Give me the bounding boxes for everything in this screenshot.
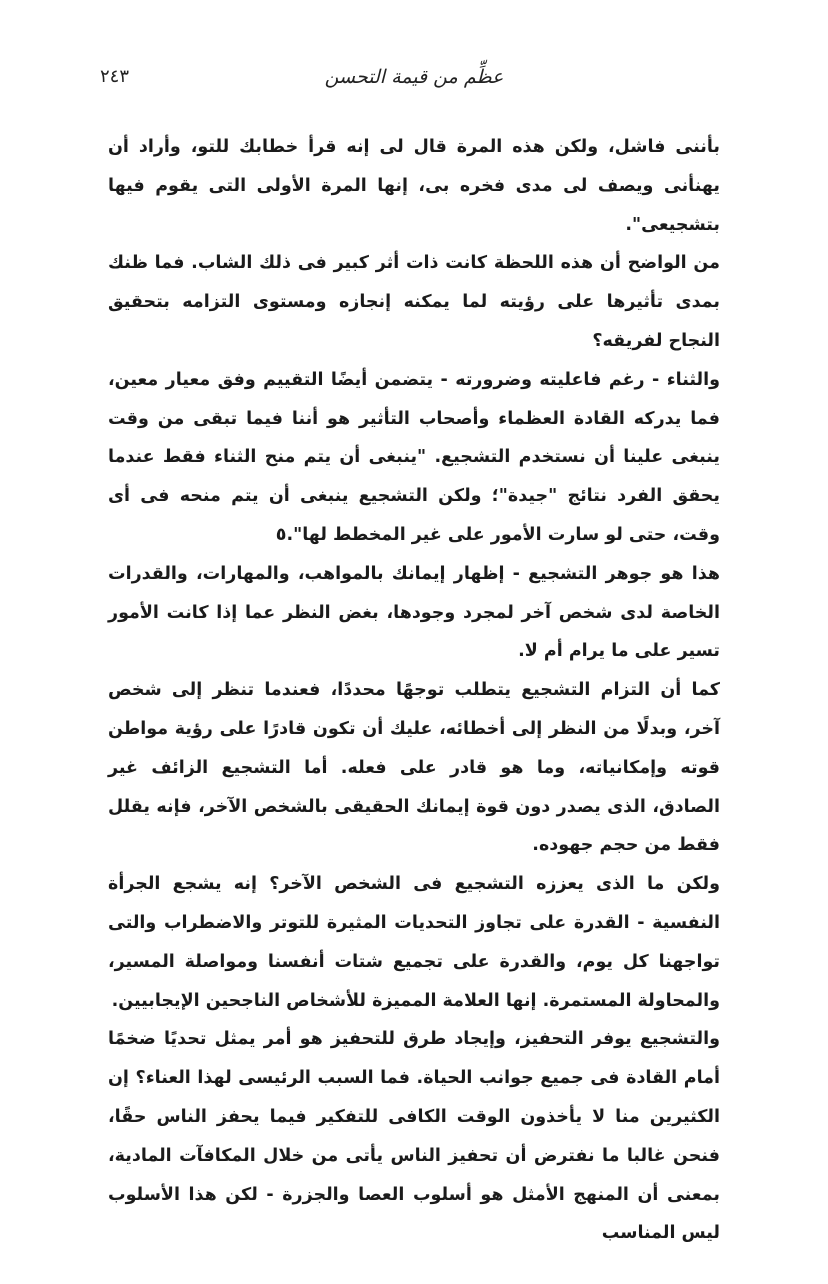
paragraph: من الواضح أن هذه اللحظة كانت ذات أثر كبير فى ذلك الشاب. فما ظنك بمدى تأثيرها على رؤيته لما يمكنه إنجازه ومستوى التزامه بتحقيق النجاح لفريقه؟ — [108, 253, 720, 351]
paragraph: والثناء - رغم فاعليته وضرورته - يتضمن أيضًا التقييم وفق معيار معين، فما يدركه القادة العظماء وأصحاب التأثير هو أننا فيما تبقى من وقت ينبغى علينا أن نستخدم التشجيع. "ينبغى أن يتم منح الثناء فقط عندما يحقق الفرد نتائج "جيدة"؛ ولكن التشجيع ينبغى أن يتم منحه فى أى وقت، حتى لو سارت الأمور على غير المخطط لها".٥ — [108, 369, 720, 545]
paragraph: هذا هو جوهر التشجيع - إظهار إيمانك بالمواهب، والمهارات، والقدرات الخاصة لدى شخص آخر لمجرد وجودها، بغض النظر عما إذا كانت الأمور تسير على ما يرام أم لا. — [108, 563, 720, 662]
page-number: ٢٤٣ — [100, 66, 130, 87]
paragraph: ولكن ما الذى يعززه التشجيع فى الشخص الآخر؟ إنه يشجع الجرأة النفسية - القدرة على تجاوز التحديات المثيرة للتوتر والاضطراب والتى تواجهنا كل يوم، والقدرة على تجميع شتات أنفسنا ومواصلة المسير، والمحاولة المستمرة. إنها العلامة المميزة للأشخاص الناجحين الإيجابيين. — [108, 874, 720, 1011]
paragraph: بأننى فاشل، ولكن هذه المرة قال لى إنه قرأ خطابك للتو، وأراد أن يهنأنى ويصف لى مدى فخره بى، إنها المرة الأولى التى يقوم فيها بتشجيعى". — [108, 137, 720, 235]
running-title: عظِّم من قيمة التحسن — [324, 66, 504, 88]
page-header — [100, 62, 728, 92]
paragraph: والتشجيع يوفر التحفيز، وإيجاد طرق للتحفيز هو أمر يمثل تحديًا ضخمًا أمام القادة فى جميع جوانب الحياة. فما السبب الرئيسى لهذا العناء؟ إن الكثيرين منا لا يأخذون الوقت الكافى للتفكير فيما يحفز الناس حقًا، فنحن غالبا ما نفترض أن تحفيز الناس يأتى من خلال المكافآت المادية، بمعنى أن المنهج الأمثل هو أسلوب العصا والجزرة - لكن هذا الأسلوب ليس المناسب — [108, 1029, 720, 1244]
paragraph: كما أن التزام التشجيع يتطلب توجهًا محددًا، فعندما تنظر إلى شخص آخر، وبدلًا من النظر إلى أخطائه، عليك أن تكون قادرًا على رؤية مواطن قوته وإمكانياته، وما هو قادر على فعله. أما التشجيع الزائف غير الصادق، الذى يصدر دون قوة إيمانك الحقيقى بالشخص الآخر، فإنه يقلل فقط من حجم جهوده. — [108, 680, 720, 856]
body-text — [108, 128, 720, 1253]
